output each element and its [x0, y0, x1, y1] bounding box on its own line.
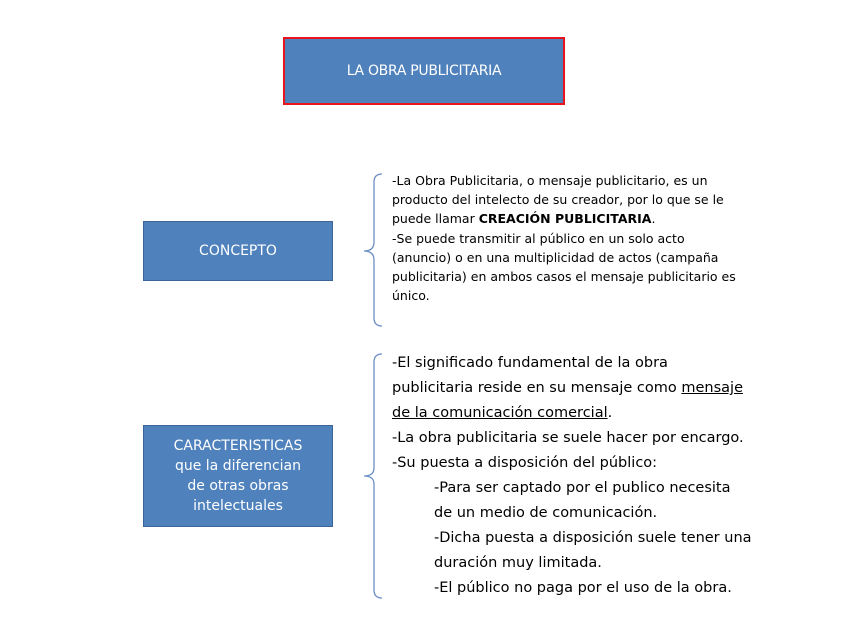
comunicacion-comercial-underlined: de la comunicación comercial: [392, 405, 608, 421]
concepto-line: -La Obra Publicitaria, o mensaje publicitario, es un: [392, 173, 708, 188]
concepto-brace: [352, 170, 392, 330]
caracteristicas-label-line-4: intelectuales: [193, 498, 283, 514]
caracteristicas-subline: -Para ser captado por el publico necesita: [434, 480, 731, 496]
caracteristicas-subline: -El público no paga por el uso de la obra.: [434, 580, 732, 596]
concepto-box: [143, 221, 333, 281]
caracteristicas-label-line-3: de otras obras: [187, 478, 289, 494]
concepto-line: -Se puede transmitir al público en un solo acto: [392, 230, 685, 246]
caracteristicas-text-segment: .: [607, 405, 613, 421]
caracteristicas-brace: [352, 350, 392, 602]
creacion-publicitaria-bold: CREACIÓN PUBLICITARIA: [478, 211, 652, 227]
caracteristicas-subline: -Dicha puesta a disposición suele tener una: [434, 530, 752, 546]
caracteristicas-subline: de un medio de comunicación.: [434, 505, 658, 521]
caracteristicas-subline: duración muy limitada.: [434, 555, 602, 571]
caracteristicas-text: [392, 351, 822, 601]
caracteristicas-line: -La obra publicitaria se suele hacer por encargo.: [392, 430, 744, 446]
caracteristicas-line: [392, 401, 822, 426]
concepto-line: publicitaria) en ambos casos el mensaje publicitario es: [392, 269, 736, 285]
caracteristicas-label-line-1: CARACTERISTICAS: [173, 438, 303, 454]
caracteristicas-line: -Su puesta a disposición del público:: [392, 455, 658, 471]
concepto-text-segment: puede llamar: [392, 211, 479, 227]
caracteristicas-line: -El significado fundamental de la obra: [392, 355, 668, 371]
concepto-line: producto del intelecto de su creador, por lo que se le: [392, 192, 724, 208]
concepto-line: único.: [392, 288, 430, 304]
concepto-line: (anuncio) o en una multiplicidad de actos (campaña: [392, 249, 719, 265]
concepto-label: CONCEPTO: [199, 243, 277, 259]
concepto-text-segment: .: [651, 211, 656, 227]
caracteristicas-box: [143, 425, 333, 527]
concepto-line: [392, 209, 812, 228]
concepto-text: [392, 171, 812, 305]
mensaje-underlined: mensaje: [681, 380, 743, 396]
title-box: [283, 37, 565, 105]
caracteristicas-label-line-2: que la diferencian: [174, 458, 302, 474]
caracteristicas-line: [392, 376, 822, 401]
title-text: LA OBRA PUBLICITARIA: [346, 63, 502, 79]
caracteristicas-text-segment: publicitaria reside en su mensaje como: [392, 380, 682, 396]
